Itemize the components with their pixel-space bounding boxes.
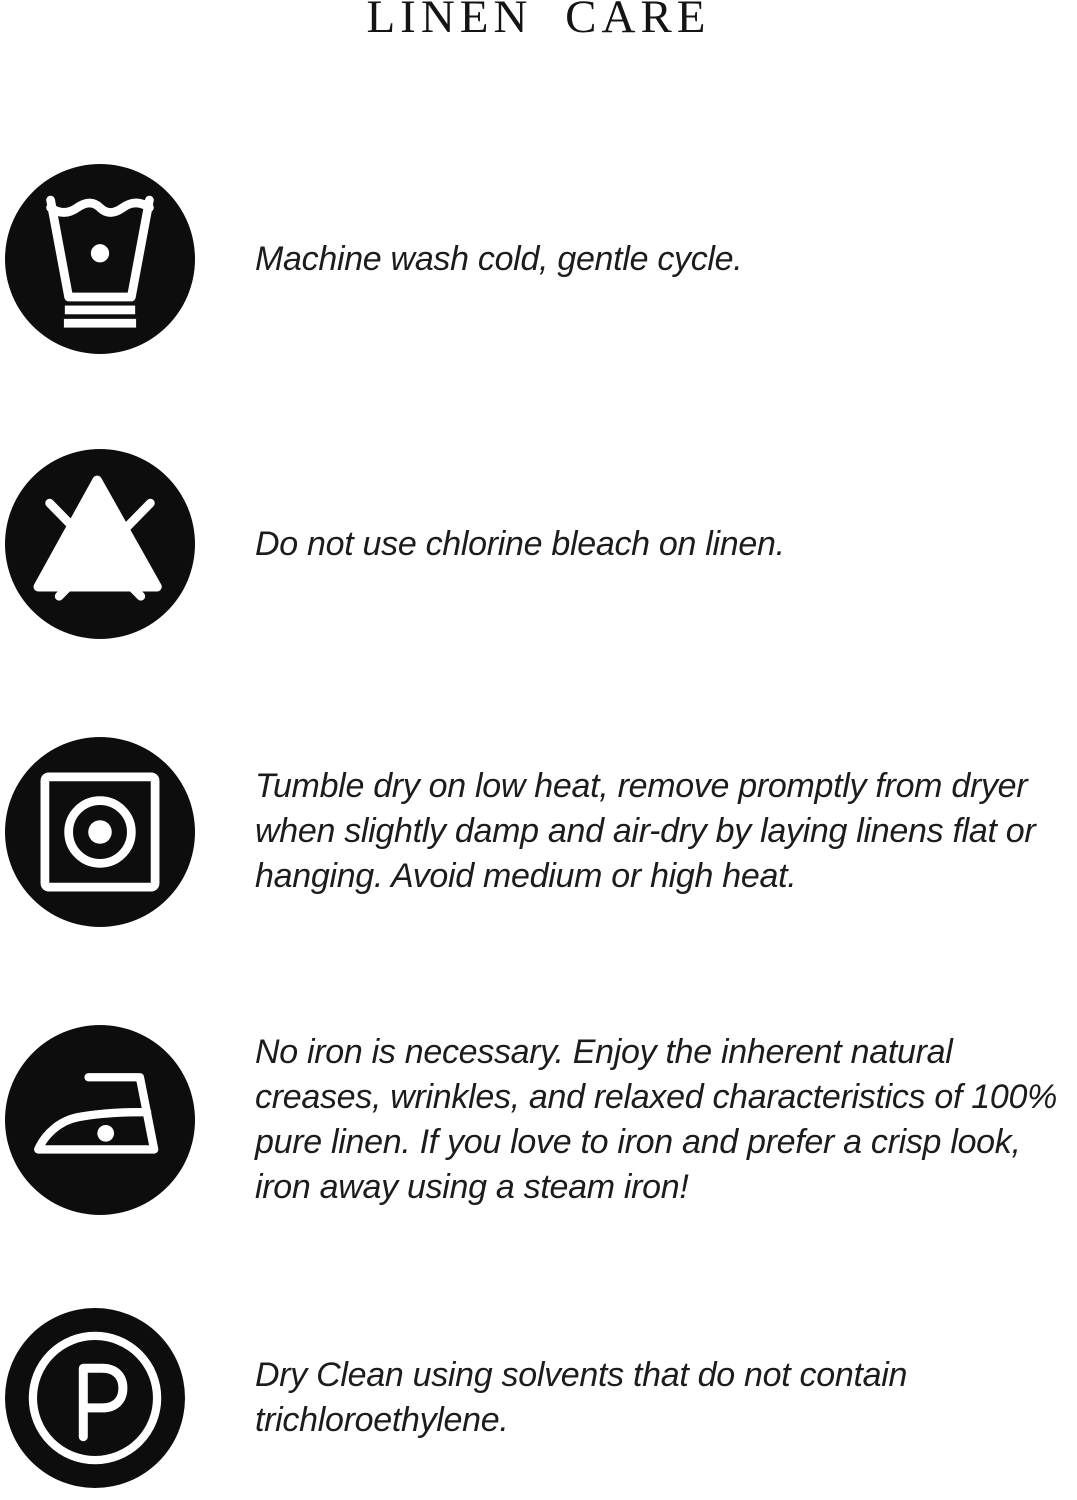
care-instruction-dry-clean: Dry Clean using solvents that do not contain trichloroethylene.: [255, 1356, 908, 1439]
care-row-tumble-dry: [5, 735, 1067, 928]
care-row-machine-wash: [5, 163, 1067, 355]
care-instruction-no-bleach: Do not use chlorine bleach on linen.: [255, 524, 785, 563]
dry-clean-icon: [5, 1308, 185, 1488]
care-instruction-machine-wash: Machine wash cold, gentle cycle.: [255, 239, 743, 278]
care-instruction-iron: No iron is necessary. Enjoy the inherent natural creases, wrinkles, and relaxed characteristics of 100% pure linen. If you love to iron and prefer a crisp look, iron away using a steam iron!: [255, 1033, 1058, 1206]
do-not-bleach-icon: [5, 449, 195, 639]
care-row-no-bleach: [5, 450, 1067, 638]
tumble-dry-low-icon: [5, 737, 195, 927]
iron-icon: [5, 1025, 195, 1215]
machine-wash-icon: [5, 164, 195, 354]
page-title: LINEN CARE: [366, 0, 711, 43]
care-row-iron: [5, 1023, 1067, 1217]
care-row-dry-clean: [5, 1308, 1067, 1488]
care-instruction-tumble-dry: Tumble dry on low heat, remove promptly from dryer when slightly damp and air-dry by laying linens flat or hanging. Avoid medium or high heat.: [255, 767, 1036, 895]
